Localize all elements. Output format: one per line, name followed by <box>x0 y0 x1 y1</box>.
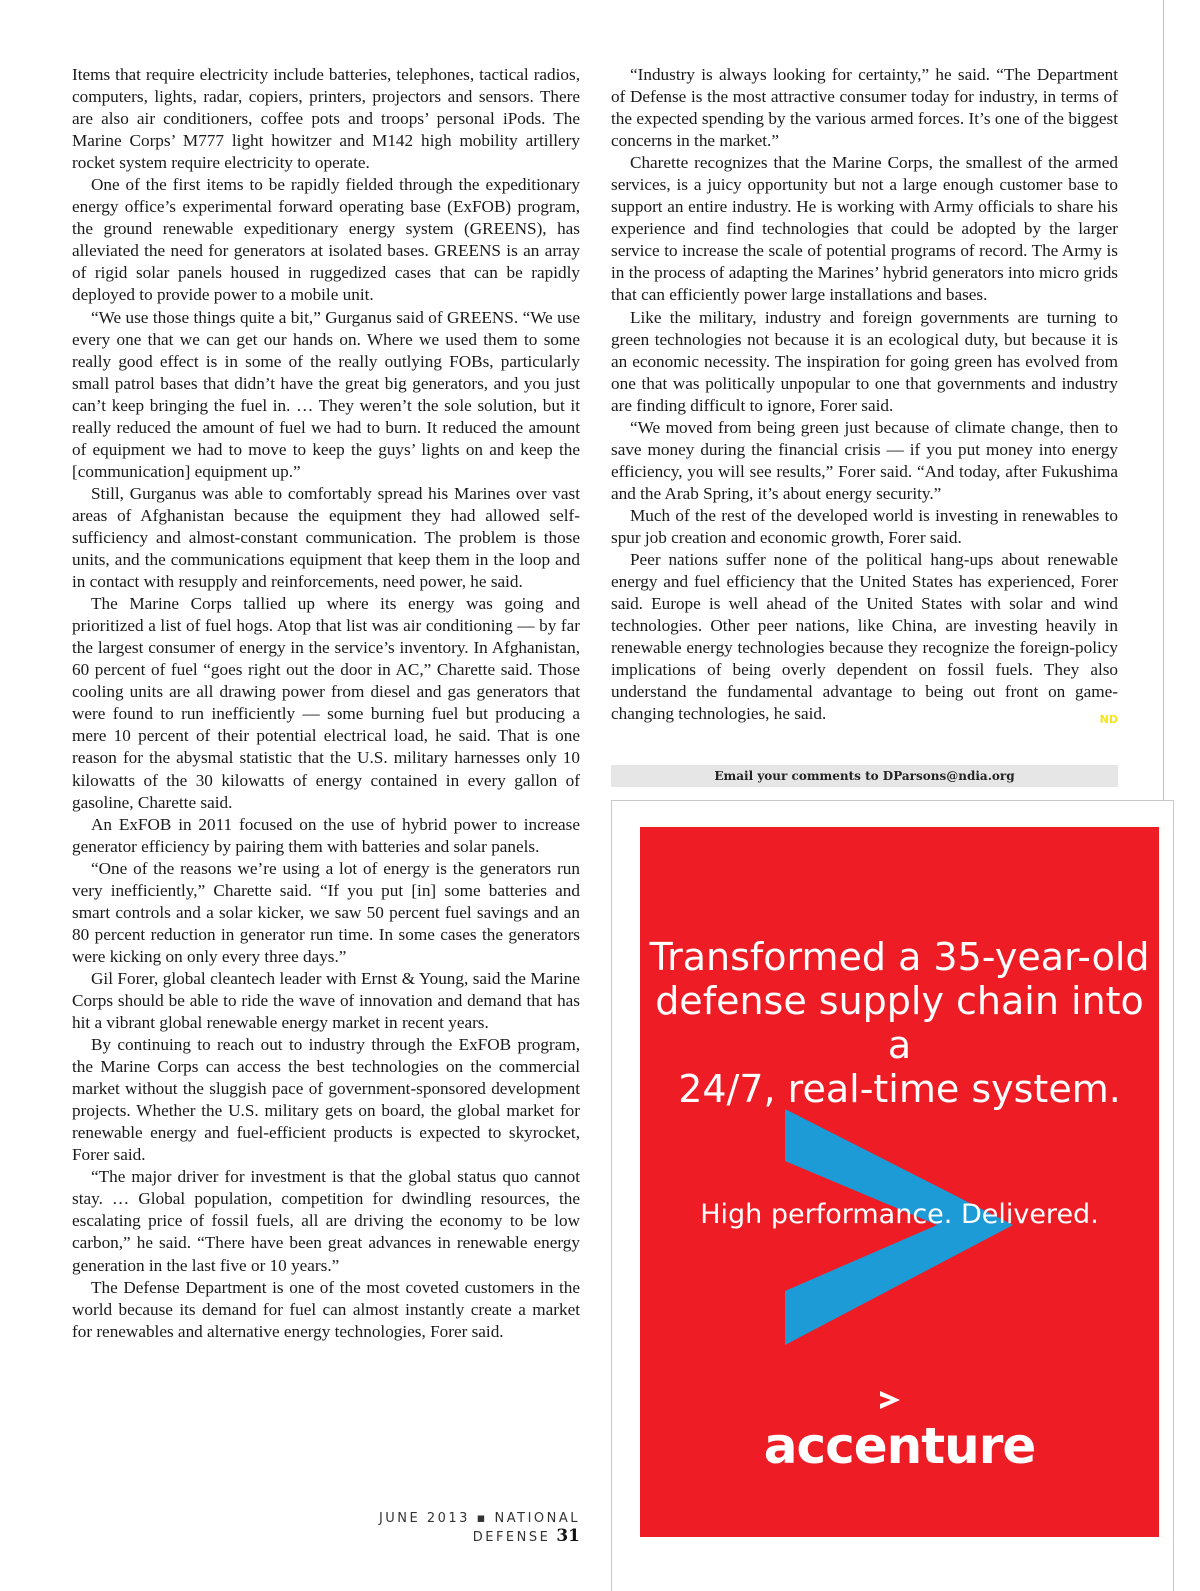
ad-tagline: High performance. Delivered. <box>700 1199 1099 1230</box>
email-address-link[interactable]: DParsons@ndia.org <box>882 769 1015 783</box>
paragraph: Gil Forer, global cleantech leader with Ernst & Young, said the Marine Corps should be able to ride the wave of innovation and demand that has hit a vibrant global renewable energy market in recent years. <box>72 968 580 1033</box>
page-edge-rule <box>1163 0 1164 800</box>
page-footer <box>300 1511 580 1546</box>
paragraph-text: Peer nations suffer none of the political hang-ups about renewable energy and fuel efficiency that the United States has experienced, Forer said. Europe is well ahead of the United States with solar and wind technologies. Other peer nations, like China, are investing heavily in renewable energy technologies because they recognize the foreign-policy implications of being overly dependent on fossil fuels. They also understand the fundamental advantage to being out front on game-changing technologies, he said. <box>611 550 1118 724</box>
ad-headline-line: Transformed a 35-year-old <box>649 935 1150 979</box>
paragraph: “One of the reasons we’re using a lot of energy is the generators run very inefficiently,” Charette said. “If you put [in] some batteries and smart controls and a solar kicker, we saw 50 percent fuel savings and an 80 percent reduction in generator run time. In some cases the generators were kicking on only every three days.” <box>72 858 580 966</box>
paragraph: By continuing to reach out to industry through the ExFOB program, the Marine Corps can access the best technologies on the commercial market without the sluggish pace of government-sponsored development projects. Whether the U.S. military gets on board, the global market for renewable energy and fuel-efficient products is expected to skyrocket, Forer said. <box>72 1035 580 1165</box>
ad-headline-line: 24/7, real-time system. <box>678 1067 1121 1111</box>
right-text-column <box>611 64 1118 731</box>
paragraph-final <box>611 549 1118 725</box>
paragraph: Still, Gurganus was able to comfortably spread his Marines over vast areas of Afghanistan because the equipment they had allowed self-sufficiency and almost-constant communication. The problem is those units, and the communications equipment that keep them in the loop and in contact with resupply and reinforcements, need power, he said. <box>72 483 580 592</box>
ad-headline-line: defense supply chain into a <box>655 979 1144 1067</box>
paragraph: Charette recognizes that the Marine Corps, the smallest of the armed services, is a juicy opportunity but not a large enough customer base to support an entire industry. He is working with Army officials to share his experience and find technologies that could be adopted by the larger service to increase the scale of potential programs of record. The Army is in the process of adapting the Marines’ hybrid generators into micro grids that can efficiently power large installations and bases. <box>611 153 1118 305</box>
accenture-advertisement[interactable] <box>640 827 1159 1537</box>
left-text-column <box>72 64 580 1343</box>
page-number: 31 <box>556 1526 580 1546</box>
paragraph: “We use those things quite a bit,” Gurganus said of GREENS. “We use every one that we can get our hands on. Where we used them to some really good effect is in some of the really outlying FOBs, particularly small patrol bases that didn’t have the great big generators, and you just can’t keep bringing the fuel in. … They weren’t the sole solution, but it really reduced the amount of fuel we had to burn. It reduced the amount of equipment we had to move to keep the guys’ lights on and keep the [communication] equipment up.” <box>72 307 580 481</box>
end-mark: ND <box>1099 713 1118 727</box>
paragraph: Items that require electricity include batteries, telephones, tactical radios, computers, lights, radar, copiers, printers, projectors and sensors. There are also air conditioners, coffee pots and troops’ personal iPods. The Marine Corps’ M777 light howitzer and M142 high mobility artillery rocket system require electricity to operate. <box>72 65 580 173</box>
paragraph: “We moved from being green just because of climate change, then to save money during the financial crisis — if you put money into energy efficiency, you will see results,” Forer said. “And today, after Fukushima and the Arab Spring, it’s about energy security.” <box>611 417 1118 503</box>
accenture-logo: accenture <box>763 1417 1036 1475</box>
ad-headline <box>640 935 1159 1111</box>
footer-issue: JUNE 2013 ▪ NATIONAL DEFENSE <box>378 1511 580 1545</box>
email-prefix: Email your comments to <box>714 769 883 783</box>
accenture-chevron-icon <box>874 1389 904 1411</box>
paragraph: Much of the rest of the developed world is investing in renewables to spur job creation and economic growth, Forer said. <box>611 505 1118 547</box>
paragraph: The Defense Department is one of the most coveted customers in the world because its demand for fuel can almost instantly create a market for renewables and alternative energy technologies, Forer said. <box>72 1277 580 1341</box>
paragraph: The Marine Corps tallied up where its energy was going and prioritized a list of fuel hogs. Atop that list was air conditioning — by far the largest consumer of energy in the service’s inventory. In Afghanistan, 60 percent of fuel “goes right out the door in AC,” Charette said. Those cooling units are all drawing power from diesel and gas generators that were found to run inefficiently — some burning fuel but producing a mere 10 percent of their potential electrical load, he said. That is one reason for the abysmal statistic that the U.S. military harnesses only 10 kilowatts of the 30 kilowatts of energy contained in every gallon of gasoline, Charette said. <box>72 594 580 812</box>
paragraph: “The major driver for investment is that the global status quo cannot stay. … Global population, competition for dwindling resources, the escalating price of fossil fuels, all are driving the economy to be low carbon,” he said. “There have been great advances in renewable energy generation in the last five or 10 years.” <box>72 1167 580 1275</box>
paragraph: An ExFOB in 2011 focused on the use of hybrid power to increase generator efficiency by pairing them with batteries and solar panels. <box>72 814 580 856</box>
paragraph: Like the military, industry and foreign governments are turning to green technologies not because it is an ecological duty, but because it is an economic necessity. The inspiration for going green has evolved from one that was politically unpopular to one that governments and industry are finding difficult to ignore, Forer said. <box>611 307 1118 415</box>
paragraph: One of the first items to be rapidly fielded through the expeditionary energy office’s experimental forward operating base (ExFOB) program, the ground renewable expeditionary energy system (GREENS), has alleviated the need for generators at isolated bases. GREENS is an array of rigid solar panels housed in ruggedized cases that can be rapidly deployed to provide power to a mobile unit. <box>72 175 580 305</box>
paragraph: “Industry is always looking for certainty,” he said. “The Department of Defense is the most attractive consumer today for industry, in terms of the expected spending by the various armed forces. It’s one of the biggest concerns in the market.” <box>611 65 1118 151</box>
email-comments-bar <box>611 765 1118 787</box>
